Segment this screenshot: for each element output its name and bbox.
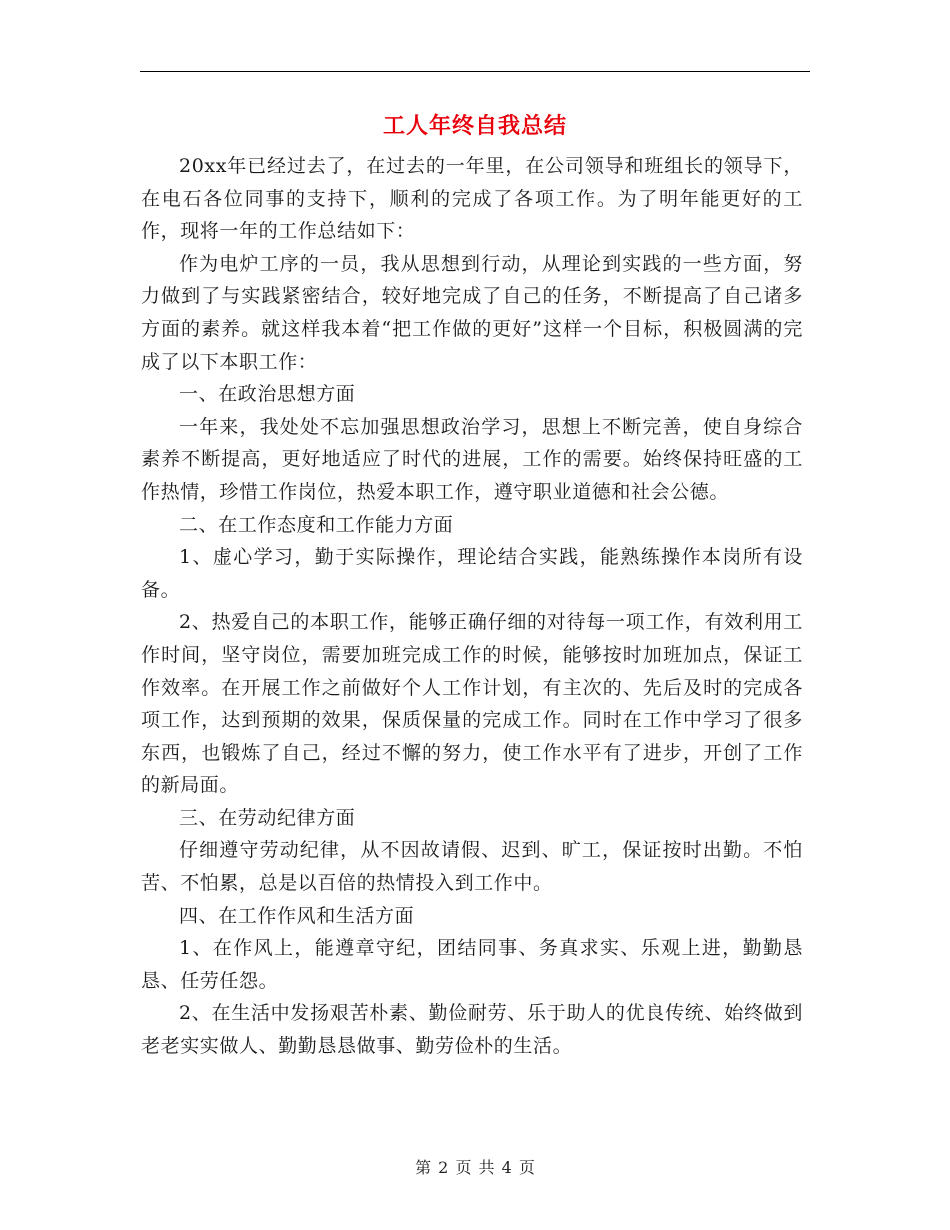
paragraph-style-2: 2、在生活中发扬艰苦朴素、勤俭耐劳、乐于助人的优良传统、始终做到老老实实做人、勤勤恳恳做事、勤劳俭朴的生活。 xyxy=(141,1002,803,1058)
paragraph-intro: 20xx年已经过去了，在过去的一年里，在公司领导和班组长的领导下，在电石各位同事的支持下，顺利的完成了各项工作。为了明年能更好的工作，现将一年的工作总结如下： xyxy=(141,155,803,243)
section-heading-political: 一、在政治思想方面 xyxy=(179,383,356,406)
header-rule xyxy=(140,71,810,72)
page-footer: 第 2 页 共 4 页 xyxy=(415,1158,535,1177)
section-heading-discipline: 三、在劳动纪律方面 xyxy=(179,806,356,829)
section-heading-style: 四、在工作作风和生活方面 xyxy=(179,904,415,927)
paragraph-political: 一年来，我处处不忘加强思想政治学习，思想上不断完善，使自身综合素养不断提高，更好地适应了时代的进展，工作的需要。始终保持旺盛的工作热情，珍惜工作岗位，热爱本职工作，遵守职业道德和社会公德。 xyxy=(141,415,803,503)
paragraph-style-1: 1、在作风上，能遵章守纪，团结同事、务真求实、乐观上进，勤勤恳恳、任劳任怨。 xyxy=(141,937,803,992)
document-body xyxy=(141,150,803,1063)
paragraph-attitude-2: 2、热爱自己的本职工作，能够正确仔细的对待每一项工作，有效利用工作时间，坚守岗位，需要加班完成工作的时候，能够按时加班加点，保证工作效率。在开展工作之前做好个人工作计划，有主次的、先后及时的完成各项工作，达到预期的效果，保质保量的完成工作。同时在工作中学习了很多东西，也锻炼了自己，经过不懈的努力，使工作水平有了进步，开创了工作的新局面。 xyxy=(141,611,803,797)
paragraph-discipline: 仔细遵守劳动纪律，从不因故请假、迟到、旷工，保证按时出勤。不怕苦、不怕累，总是以百倍的热情投入到工作中。 xyxy=(141,839,803,895)
document-title: 工人年终自我总结 xyxy=(382,113,567,139)
paragraph-overview: 作为电炉工序的一员，我从思想到行动，从理论到实践的一些方面，努力做到了与实践紧密结合，较好地完成了自己的任务，不断提高了自己诸多方面的素养。就这样我本着“把工作做的更好”这样一个目标，积极圆满的完成了以下本职工作： xyxy=(141,252,803,373)
section-heading-attitude: 二、在工作态度和工作能力方面 xyxy=(179,513,454,536)
paragraph-attitude-1: 1、虚心学习，勤于实际操作，理论结合实践，能熟练操作本岗所有设备。 xyxy=(141,546,803,601)
